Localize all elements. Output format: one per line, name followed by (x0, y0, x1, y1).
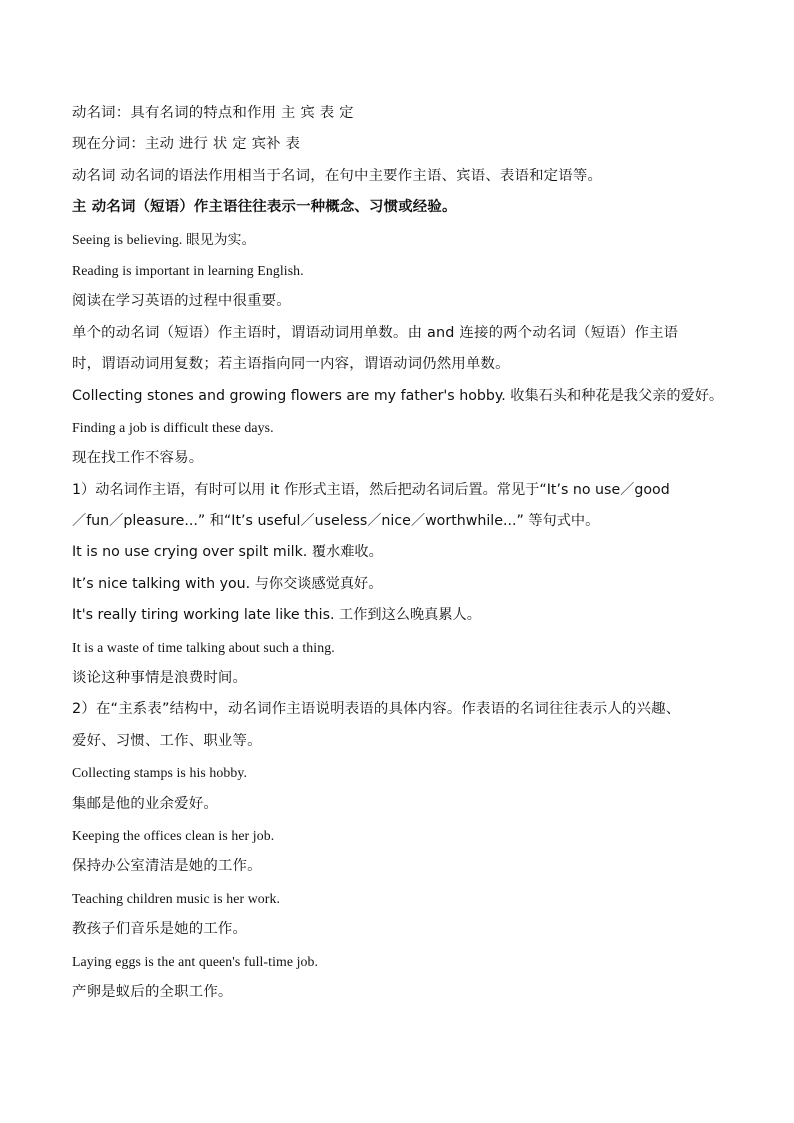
text-line-20: 2）在“主系表”结构中，动名词作主语说明表语的具体内容。作表语的名词往往表示人的兴趣、 (72, 701, 681, 718)
text-line-6: Reading is important in learning English. (72, 262, 304, 278)
text-line-14: ／fun／pleasure...” 和“It’s useful／useless／nice／worthwhile...” 等句式中。 (72, 513, 600, 530)
text-line-5: Seeing is believing. 眼见为实。 (72, 231, 256, 247)
text-line-9: 时，谓语动词用复数；若主语指向同一内容，谓语动词仍然用单数。 (72, 356, 510, 373)
text-line-12: 现在找工作不容易。 (72, 450, 204, 467)
text-line-3: 动名词 动名词的语法作用相当于名词，在句中主要作主语、宾语、表语和定语等。 (72, 167, 603, 184)
text-line-13: 1）动名词作主语，有时可以用 it 作形式主语，然后把动名词后置。常见于“It’s no use／good (72, 481, 670, 498)
text-line-10: Collecting stones and growing flowers are my father's hobby. 收集石头和种花是我父亲的爱好。 (72, 387, 724, 404)
text-line-25: 保持办公室清洁是她的工作。 (72, 858, 262, 875)
text-line-15: It is no use crying over spilt milk. 覆水难收。 (72, 544, 383, 561)
text-line-27: 教孩子们音乐是她的工作。 (72, 921, 248, 938)
text-line-2: 现在分词：主动 进行 状 定 宾补 表 (72, 136, 301, 153)
text-line-26: Teaching children music is her work. (72, 890, 280, 906)
text-line-23: 集邮是他的业余爱好。 (72, 795, 218, 812)
text-line-17: It's really tiring working late like this. 工作到这么晚真累人。 (72, 607, 481, 624)
text-line-11: Finding a job is difficult these days. (72, 419, 274, 435)
text-line-1: 动名词：具有名词的特点和作用 主 宾 表 定 (72, 105, 354, 121)
text-line-19: 谈论这种事情是浪费时间。 (72, 670, 248, 687)
text-line-28: Laying eggs is the ant queen's full-time job. (72, 953, 319, 969)
text-line-24: Keeping the offices clean is her job. (72, 827, 275, 843)
text-line-22: Collecting stamps is his hobby. (72, 765, 248, 781)
text-line-18: It is a waste of time talking about such a thing. (72, 639, 335, 655)
text-line-7: 阅读在学习英语的过程中很重要。 (72, 293, 291, 310)
text-line-4: 主 动名词（短语）作主语往往表示一种概念、习惯或经验。 (72, 199, 457, 216)
text-line-8: 单个的动名词（短语）作主语时，谓语动词用单数。由 and 连接的两个动名词（短语）作主语 (72, 324, 679, 341)
text-line-29: 产卵是蚁后的全职工作。 (72, 983, 233, 1000)
text-line-21: 爱好、习惯、工作、职业等。 (72, 732, 262, 749)
text-line-16: It’s nice talking with you. 与你交谈感觉真好。 (72, 575, 383, 592)
